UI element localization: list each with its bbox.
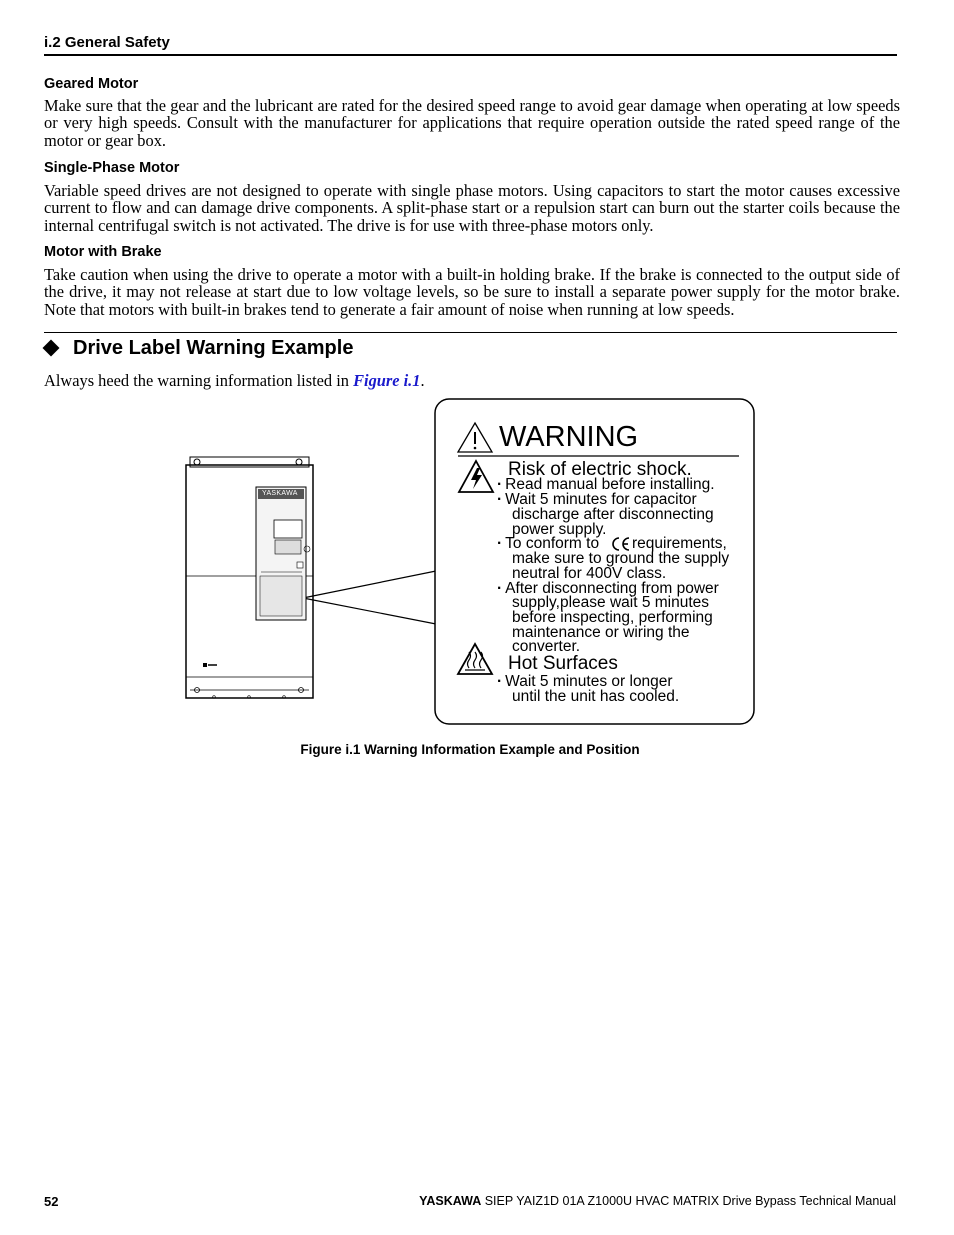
subhead-motor-with-brake: Motor with Brake <box>44 244 162 260</box>
drive-brand-label: YASKAWA <box>262 490 298 497</box>
subhead-single-phase-motor: Single-Phase Motor <box>44 160 180 176</box>
shock-line-1: · Read manual before installing. <box>497 477 715 492</box>
footer-manual-title <box>419 1194 896 1208</box>
warning-title: WARNING <box>499 421 639 453</box>
shock-line-6: requirements, <box>632 535 727 552</box>
shock-line-9: · After disconnecting from power <box>497 581 719 596</box>
shock-line-11: before inspecting, performing <box>512 609 713 626</box>
shock-line-5: · To conform to <box>497 536 599 551</box>
paragraph-single-phase-motor: Variable speed drives are not designed to operate with single phase motors. Using capacitors to start the motor causes excessive current to flow and can damage drive components. A split-phase start or a repulsion start can burn out the starter coils because the internal centrifugal switch is not activated. The drive is for use with three-phase motors only. <box>44 181 900 235</box>
heading-drive-label-warning: Drive Label Warning Example <box>73 337 354 359</box>
figure-caption: Figure i.1 Warning Information Example and Position <box>300 742 640 757</box>
hot-line-2: until the unit has cooled. <box>512 688 680 705</box>
hot-line-1: · Wait 5 minutes or longer <box>497 674 673 689</box>
shock-line-13: converter. <box>512 638 581 655</box>
shock-line-8: neutral for 400V class. <box>512 565 667 582</box>
intro-text-after: . <box>420 371 425 390</box>
shock-line-2: · Wait 5 minutes for capacitor <box>497 492 697 507</box>
shock-line-7: make sure to ground the supply <box>512 550 730 567</box>
section-header: i.2 General Safety <box>44 34 170 51</box>
shock-line-10: supply,please wait 5 minutes <box>512 594 710 611</box>
callout-lines <box>303 571 436 624</box>
paragraph-motor-with-brake: Take caution when using the drive to operate a motor with a built-in holding brake. If the brake is connected to the output side of the drive, it may not release at start due to low voltage levels, so be sure to install a separate power supply for the motor brake. Note that motors with built-in brakes tend to generate a fair amount of noise when running at low speeds. <box>44 265 900 319</box>
subhead-geared-motor: Geared Motor <box>44 76 139 92</box>
paragraph-geared-motor: Make sure that the gear and the lubricant are rated for the desired speed range to avoid gear damage when operating at low speeds or very high speeds. Consult with the manufacturer for applications that require operation outside the rated speed range of the motor or gear box. <box>44 96 900 150</box>
shock-line-12: maintenance or wiring the <box>512 624 690 641</box>
page-number: 52 <box>44 1194 59 1209</box>
shock-line-3: discharge after disconnecting <box>512 506 714 523</box>
intro-text-before: Always heed the warning information listed in <box>44 371 354 390</box>
footer-title-text: SIEP YAIZ1D 01A Z1000U HVAC MATRIX Drive Bypass Technical Manual <box>481 1194 896 1208</box>
hot-surfaces-heading: Hot Surfaces <box>508 653 618 674</box>
shock-heading: Risk of electric shock. <box>508 459 692 480</box>
shock-line-4: power supply. <box>512 521 607 538</box>
footer-brand: YASKAWA <box>419 1194 482 1208</box>
figure-reference-link[interactable]: Figure i.1 <box>353 371 421 390</box>
